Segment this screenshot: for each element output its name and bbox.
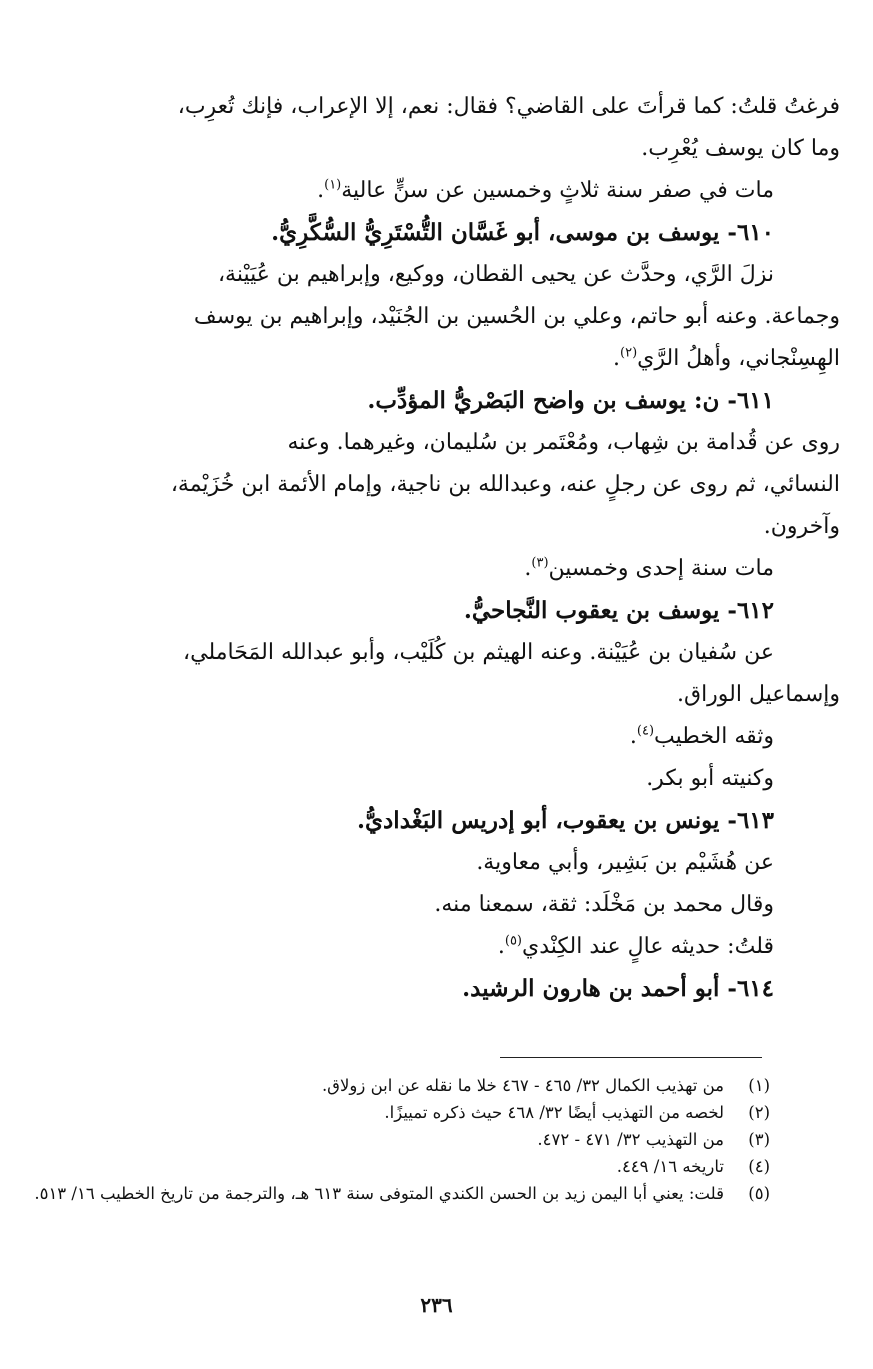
- entry-heading-612: ٦١٢- يوسف بن يعقوب النَّجاحيُّ.: [463, 597, 774, 624]
- text-line: روى عن قُدامة بن شِهاب، ومُعْتَمر بن سُليمان، وغيرهما. وعنه: [287, 430, 840, 455]
- footnote-text: قلت: يعني أبا اليمن زيد بن الحسن الكندي المتوفى سنة ٦١٣ هـ، والترجمة من تاريخ الخطيب ١٦/ ٥١٣.: [34, 1184, 724, 1203]
- footnote-number: (٢): [748, 1103, 770, 1122]
- page-number: ٢٣٦: [420, 1293, 453, 1317]
- text-line: وجماعة. وعنه أبو حاتم، وعلي بن الحُسين بن الجُنَيْد، وإبراهيم بن يوسف: [193, 304, 840, 329]
- entry-heading-611: ٦١١- ن: يوسف بن واضح البَصْريُّ المؤدِّب.: [367, 387, 774, 414]
- footnote-number: (٥): [748, 1184, 770, 1203]
- entry-heading-613: ٦١٣- يونس بن يعقوب، أبو إدريس البَغْداديُّ.: [357, 807, 774, 834]
- footnote-number: (٤): [748, 1157, 770, 1176]
- footnote-text: من التهذيب ٣٢/ ٤٧١ - ٤٧٢.: [537, 1130, 724, 1149]
- text-line: مات سنة إحدى وخمسين$^{(٣)}$.: [524, 555, 774, 581]
- footnote-ref: (٤): [636, 723, 655, 739]
- text-line: عن هُشَيْم بن بَشِير، وأبي معاوية.: [476, 850, 774, 875]
- footnotes: [16, 1072, 770, 1207]
- footnote: [16, 1099, 770, 1126]
- main-text: [30, 86, 840, 1010]
- footnote-number: (٣): [748, 1130, 770, 1149]
- text-line: نزلَ الرَّي، وحدَّث عن يحيى القطان، ووكيع، وإبراهيم بن عُيَيْنة،: [217, 262, 774, 287]
- footnote-text: تاريخه ١٦/ ٤٤٩.: [616, 1157, 724, 1176]
- footnote-ref: (٢): [620, 345, 638, 361]
- text-line: وثقه الخطيب$^{(٤)}$.: [629, 723, 774, 749]
- footnote-divider: [500, 1057, 762, 1058]
- text-line: وقال محمد بن مَخْلَد: ثقة، سمعنا منه.: [434, 892, 774, 917]
- text-line: فرغتُ قلتُ: كما قرأتَ على القاضي؟ فقال: نعم، إلا الإعراب، فإنك تُعرِب،: [177, 94, 840, 119]
- footnote-text: من تهذيب الكمال ٣٢/ ٤٦٥ - ٤٦٧ خلا ما نقله عن ابن زولاق.: [321, 1076, 724, 1095]
- footnote-ref: (١): [324, 177, 342, 193]
- text-line: مات في صفر سنة ثلاثٍ وخمسين عن سنٍّ عالية$^{(١)}$.: [317, 177, 774, 203]
- footnote: [16, 1153, 770, 1180]
- entry-heading-610: ٦١٠- يوسف بن موسى، أبو غَسَّان التُّسْتَرِيُّ السُّكَّرِيُّ.: [271, 219, 774, 246]
- footnote: [16, 1072, 770, 1099]
- text-line: عن سُفيان بن عُيَيْنة. وعنه الهيثم بن كُلَيْب، وأبو عبدالله المَحَاملي،: [183, 640, 774, 665]
- footnote: [16, 1180, 770, 1207]
- footnote-text: لخصه من التهذيب أيضًا ٣٢/ ٤٦٨ حيث ذكره تمييزًا.: [384, 1103, 724, 1122]
- text-line: الهِسِنْجاني، وأهلُ الرَّي$^{(٢)}$.: [613, 345, 840, 371]
- footnote: [16, 1126, 770, 1153]
- footnote-ref: (٥): [504, 933, 522, 949]
- entry-heading-614: ٦١٤- أبو أحمد بن هارون الرشيد.: [462, 975, 774, 1002]
- text-line: قلتُ: حديثه عالٍ عند الكِنْدي$^{(٥)}$.: [497, 933, 774, 959]
- text-line: وآخرون.: [763, 514, 840, 539]
- text-line: النسائي، ثم روى عن رجلٍ عنه، وعبدالله بن ناجية، وإمام الأئمة ابن خُزَيْمة،: [170, 472, 840, 497]
- footnote-number: (١): [748, 1076, 770, 1095]
- text-line: وما كان يوسف يُعْرِب.: [641, 136, 840, 161]
- text-line: وكنيته أبو بكر.: [646, 766, 774, 791]
- text-line: وإسماعيل الوراق.: [677, 682, 840, 707]
- footnote-ref: (٣): [531, 555, 549, 571]
